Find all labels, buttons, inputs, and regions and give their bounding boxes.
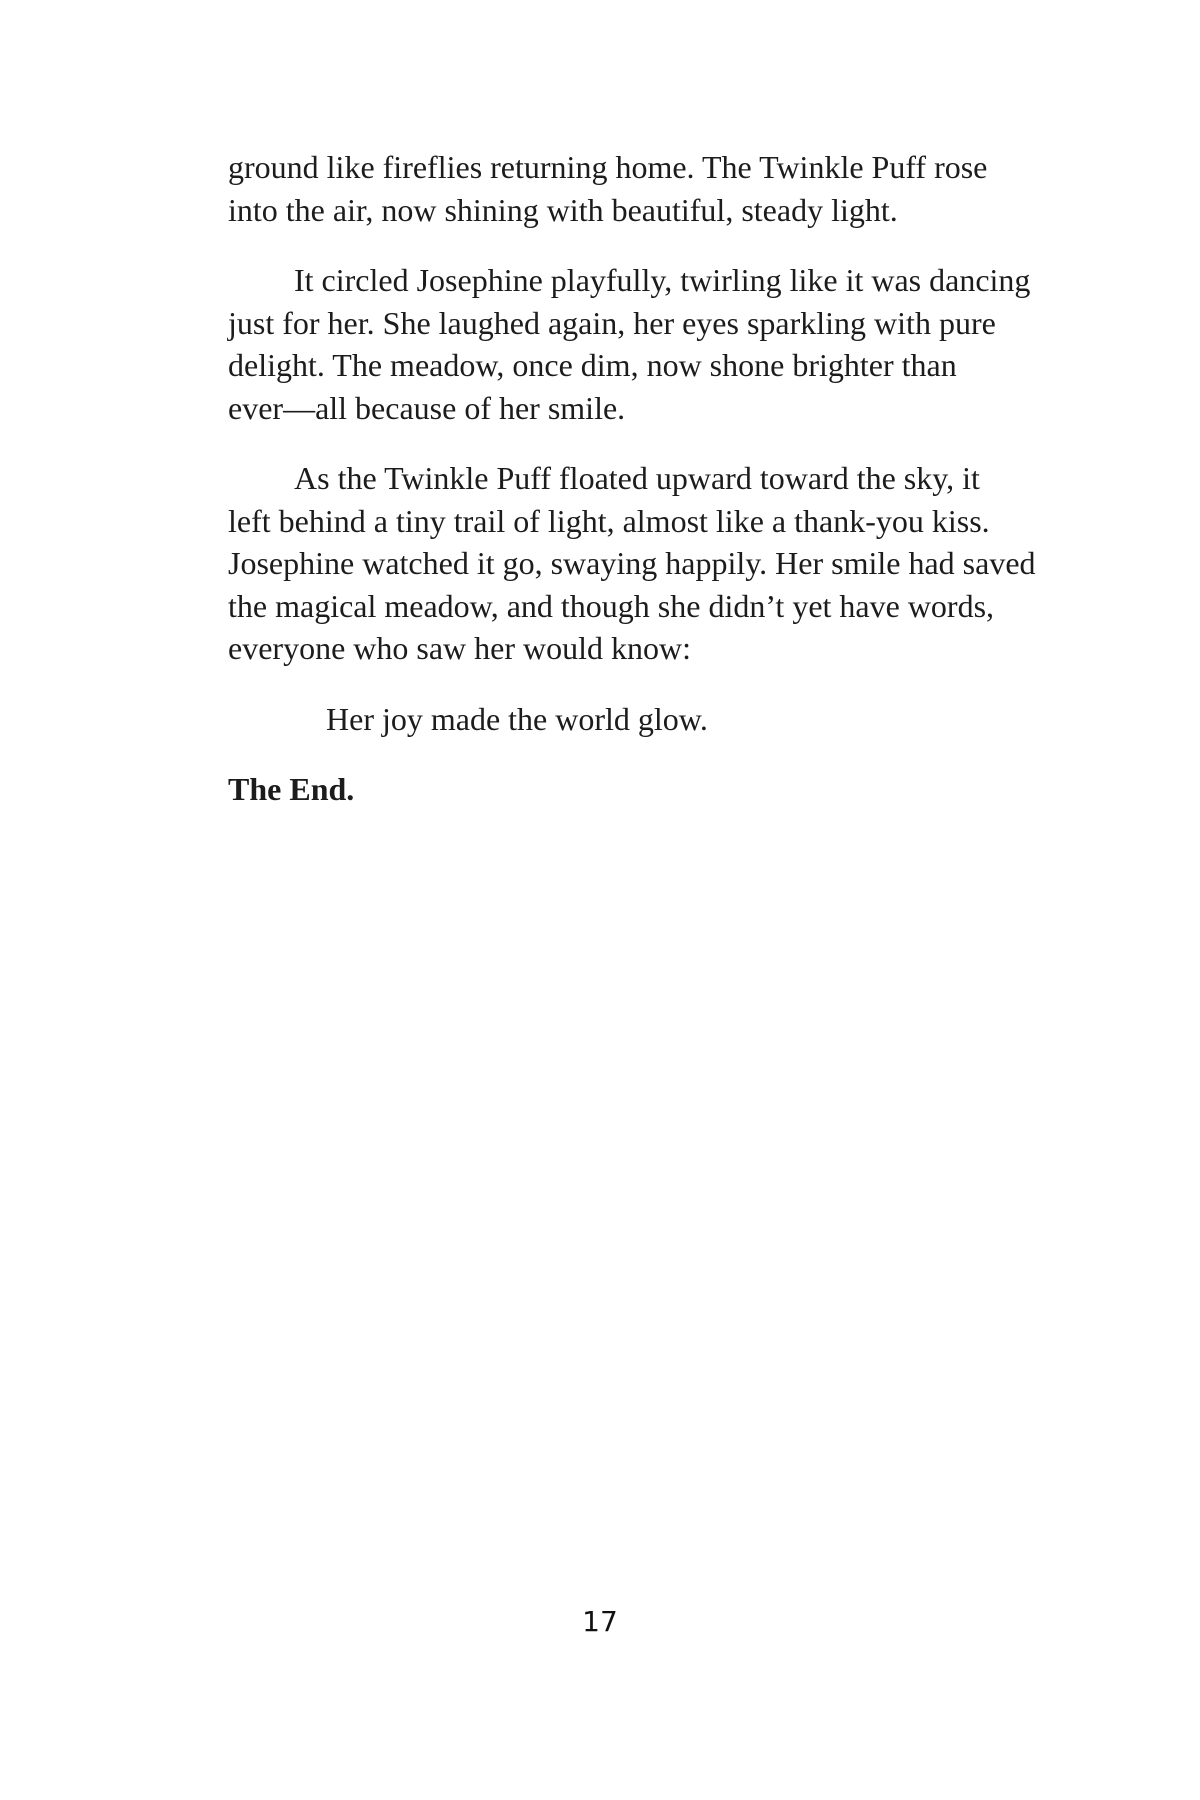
closing-line: Her joy made the world glow. <box>326 700 708 737</box>
text-line: everyone who saw her would know: <box>228 630 691 666</box>
text-line: Josephine watched it go, swaying happily. Her smile had saved <box>228 545 1036 581</box>
the-end-heading: The End. <box>228 771 355 807</box>
text-line: It circled Josephine playfully, twirling like it was dancing <box>294 262 1031 298</box>
paragraph-1 <box>228 146 1048 231</box>
paragraph-2 <box>228 259 1048 429</box>
text-line: into the air, now shining with beautiful, steady light. <box>228 191 898 228</box>
text-line: left behind a tiny trail of light, almost like a thank-you kiss. <box>228 502 990 539</box>
text-line: delight. The meadow, once dim, now shone brighter than <box>228 347 957 383</box>
text-line: As the Twinkle Puff floated upward toward the sky, it <box>294 460 980 496</box>
text-line: just for her. She laughed again, her eyes sparkling with pure <box>228 304 996 341</box>
paragraph-3 <box>228 457 1048 670</box>
story-text <box>228 146 1048 839</box>
text-line: ever—all because of her smile. <box>228 389 626 426</box>
text-line: ground like fireflies returning home. The Twinkle Puff rose <box>228 149 988 185</box>
page-number: 17 <box>582 1605 618 1638</box>
text-line: the magical meadow, and though she didn’t yet have words, <box>228 587 995 624</box>
